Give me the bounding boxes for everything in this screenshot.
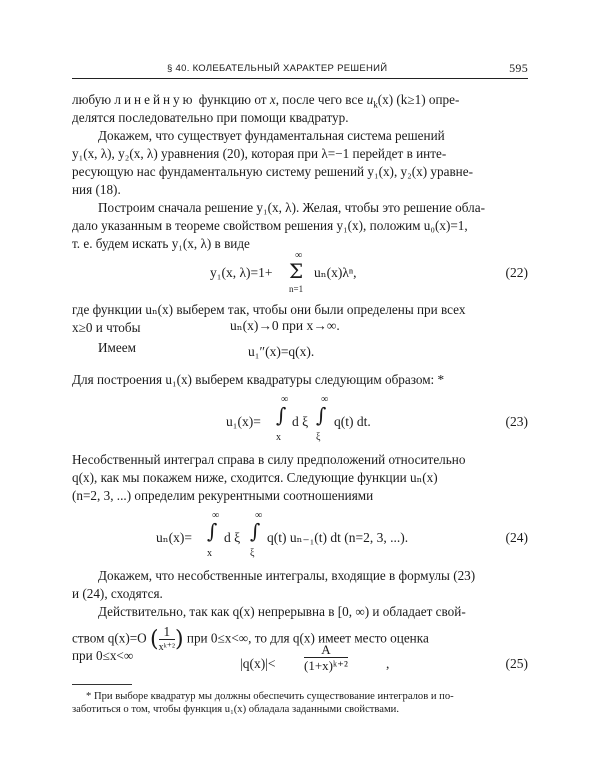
footnote-rule — [72, 684, 132, 685]
paragraph-line: ния (18). — [72, 182, 121, 197]
paragraph-line: Для построения u₁(x) выберем квадратуры следующим образом: * — [72, 372, 445, 387]
paragraph-line: ресующую нас фундаментальную систему решений y₁(x), y₂(x) уравне- — [72, 164, 473, 179]
paragraph-line: Имеем — [98, 340, 136, 355]
paragraph-line: Докажем, что несобственные интегралы, входящие в формулы (23) — [98, 568, 476, 583]
paragraph-line: любую линейную функцию от x, после чего все $u_k(x)$ (k≥1) опре- — [72, 92, 460, 110]
paragraph-line: где функции uₙ(x) выберем так, чтобы они были определены при всех — [72, 302, 466, 317]
footnote: * При выборе квадратур мы должны обеспечить существование интегралов и по- заботиться о том, чтобы функция u₁(x) обладала заданными свойствами. — [72, 691, 454, 715]
paragraph-line: Докажем, что существует фундаментальная система решений — [98, 128, 445, 143]
paragraph-line: y₁(x, λ), y₂(x, λ) уравнения (20), которая при λ=−1 перейдет в инте- — [72, 146, 447, 161]
paragraph-line: Действительно, так как q(x) непрерывна в [0, ∞) и обладает свой- — [98, 604, 466, 619]
header-rule — [72, 78, 528, 79]
paragraph-line: Несобственный интеграл справа в силу предположений относительно — [72, 452, 466, 467]
equation-number: (24) — [505, 530, 528, 545]
paragraph-line: q(x), как мы покажем ниже, сходится. Следующие функции uₙ(x) — [72, 470, 438, 485]
fraction: $\frac{A}{\text{(1+x)ᵏ⁺²}}$ — [304, 642, 348, 673]
paragraph-line: при 0≤x<∞ — [72, 648, 134, 663]
paragraph-line: Построим сначала решение y₁(x, λ). Желая, чтобы это решение обла- — [98, 200, 485, 215]
condition-derivative: u₁″(x)=q(x). — [248, 344, 315, 359]
running-header — [72, 60, 528, 76]
page-number: 595 — [509, 61, 528, 75]
fraction: $\frac{1}{\text{xᵏ⁺²}}$ — [158, 624, 175, 653]
book-page: § 40. КОЛЕБАТЕЛЬНЫЙ ХАРАКТЕР РЕШЕНИЙ 595 любую линейную функцию от x, после чего все $u_k(x)$ (k≥1) опре- делятся последовательно при помощи квадратур. Докажем, что существует фундаментальная система решений y₁(x, λ), y₂(x, λ) уравнения (20), которая при λ=−1 перейдет в инте- ресующую нас фундаментальную систему решений y₁(x), y₂(x) уравне- ния (18). Построим сначала решение y₁(x, λ). Желая, чтобы это решение обла- дало указанным в теореме свойством решения y₁(x), положим u₀(x)=1, т. е. будем искать y₁(x, λ) в виде y₁(x, λ)=1+ ∞ Σ n=1 uₙ(x)λⁿ, (22) где функции uₙ(x) выберем так, чтобы они были определены при всех x≥0 и чтобы uₙ(x)→0 при x→∞. Имеем u₁″(x)=q(x). Для построения u₁(x) выберем квадратуры следующим образом: * u₁(x)= ∞ ∫ x d ξ ∞ ∫ ξ q(t) dt. (23) Несобственный интеграл справа в силу предположений относительно q(x), как мы покажем ниже, сходится. Следующие функции uₙ(x) (n=2, 3, ...) определим рекурентными соотношениями uₙ(x)= ∞ ∫ x d ξ ∞ ∫ ξ q(t) uₙ₋₁(t) dt (n=2, 3, ...). (24) Докажем, что несобственные интегралы, входящие в формулы (23) и (24), сходятся. Действительно, так как q(x) непрерывна в [0, ∞) и обладает свой- ством q(x)=O ( $\frac{1}{\text{xᵏ⁺²}}$ ) при 0≤x<∞, то для q(x) имеет место оценка при 0≤x<∞ |q(x)|< $\frac{A}{\text{(1+x)ᵏ⁺²}}$ , (25) * При выборе квадратур мы должны обеспечить существование интегралов и по- заботиться о том, чтобы функция u₁(x) обладала заданными свойствами. — [0, 0, 600, 758]
paragraph-line: дало указанным в теореме свойством решения y₁(x), положим u₀(x)=1, — [72, 218, 468, 233]
paragraph-line: x≥0 и чтобы — [72, 320, 141, 335]
section-title: § 40. КОЛЕБАТЕЛЬНЫЙ ХАРАКТЕР РЕШЕНИЙ — [167, 63, 388, 74]
paragraph-line: ством q(x)=O ( $\frac{1}{\text{xᵏ⁺²}}$ ) при 0≤x<∞, то для q(x) имеет место оценка — [72, 624, 429, 653]
equation-number: (22) — [505, 265, 528, 280]
paragraph-line: (n=2, 3, ...) определим рекурентными соотношениями — [72, 488, 374, 503]
paragraph-line: т. е. будем искать y₁(x, λ) в виде — [72, 236, 250, 251]
equation-number: (25) — [505, 656, 528, 671]
equation-number: (23) — [505, 414, 528, 429]
paragraph-line: делятся последовательно при помощи квадратур. — [72, 110, 349, 125]
paragraph-line: и (24), сходятся. — [72, 586, 163, 601]
condition-limit: uₙ(x)→0 при x→∞. — [230, 318, 340, 333]
